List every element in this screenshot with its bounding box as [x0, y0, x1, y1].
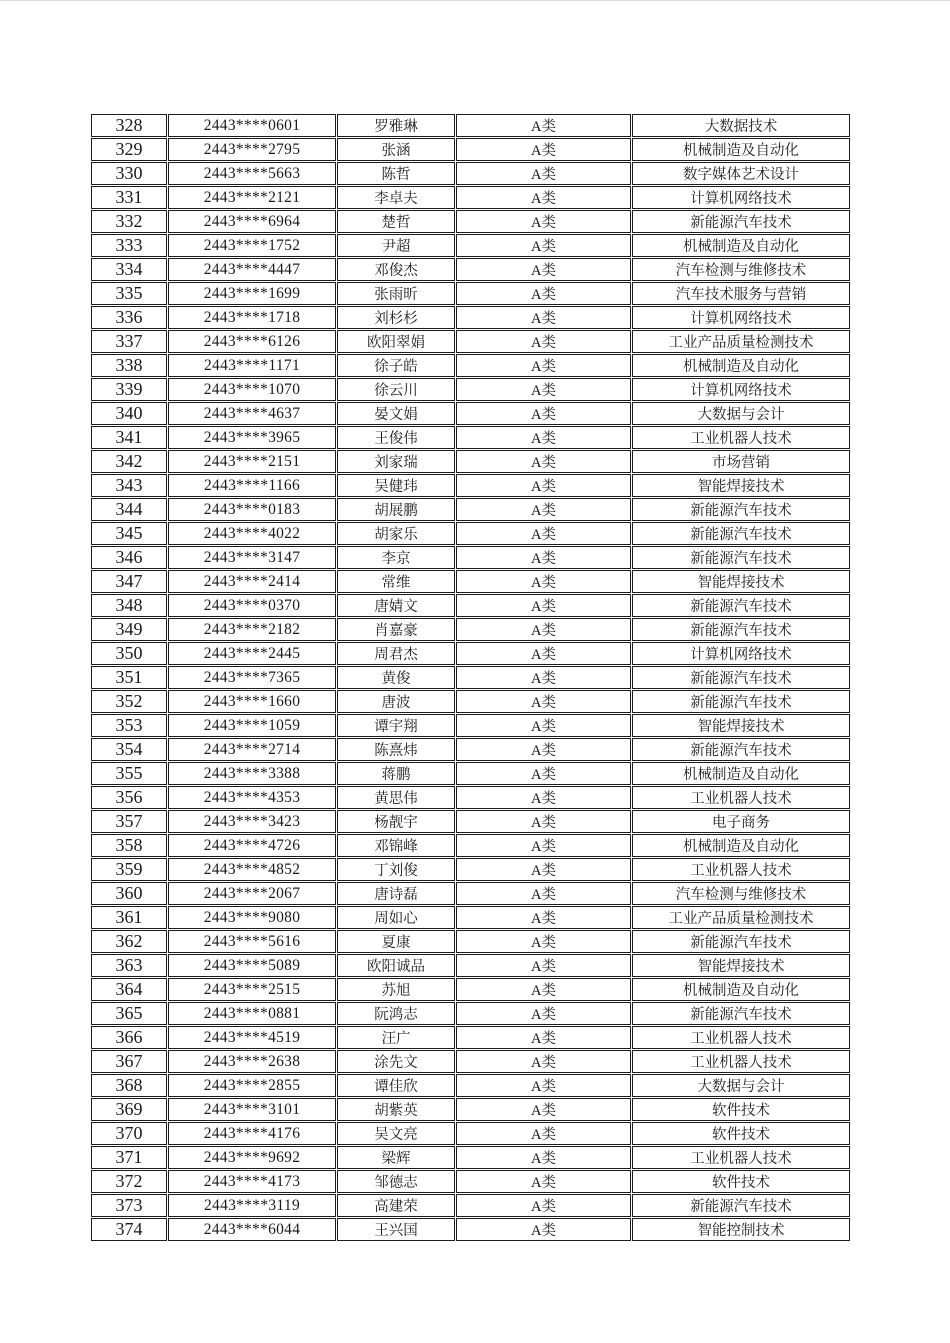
cell-major: 计算机网络技术	[632, 642, 850, 665]
cell-index: 343	[91, 474, 167, 497]
table-row	[91, 186, 850, 209]
table-row	[91, 162, 850, 185]
cell-major: 市场营销	[632, 450, 850, 473]
table-row	[91, 378, 850, 401]
table-row	[91, 426, 850, 449]
cell-major: 汽车检测与维修技术	[632, 258, 850, 281]
cell-category: A类	[456, 306, 631, 329]
cell-candidate-id: 2443****5663	[168, 162, 336, 185]
cell-name: 欧阳诚品	[337, 954, 455, 977]
cell-index: 349	[91, 618, 167, 641]
table-row	[91, 1098, 850, 1121]
cell-major: 新能源汽车技术	[632, 666, 850, 689]
table-row	[91, 1002, 850, 1025]
cell-major: 新能源汽车技术	[632, 738, 850, 761]
cell-candidate-id: 2443****1171	[168, 354, 336, 377]
cell-index: 358	[91, 834, 167, 857]
cell-category: A类	[456, 786, 631, 809]
cell-index: 335	[91, 282, 167, 305]
cell-candidate-id: 2443****3147	[168, 546, 336, 569]
cell-name: 胡紫英	[337, 1098, 455, 1121]
cell-category: A类	[456, 978, 631, 1001]
cell-category: A类	[456, 450, 631, 473]
cell-major: 大数据与会计	[632, 402, 850, 425]
cell-index: 356	[91, 786, 167, 809]
cell-major: 电子商务	[632, 810, 850, 833]
cell-candidate-id: 2443****3119	[168, 1194, 336, 1217]
cell-name: 常维	[337, 570, 455, 593]
cell-index: 350	[91, 642, 167, 665]
table-row	[91, 714, 850, 737]
cell-candidate-id: 2443****4726	[168, 834, 336, 857]
cell-index: 357	[91, 810, 167, 833]
cell-category: A类	[456, 642, 631, 665]
cell-name: 张涵	[337, 138, 455, 161]
cell-major: 智能焊接技术	[632, 570, 850, 593]
cell-category: A类	[456, 1026, 631, 1049]
cell-name: 胡展鹏	[337, 498, 455, 521]
cell-major: 新能源汽车技术	[632, 1194, 850, 1217]
cell-name: 丁刘俊	[337, 858, 455, 881]
cell-candidate-id: 2443****2855	[168, 1074, 336, 1097]
cell-index: 370	[91, 1122, 167, 1145]
cell-major: 大数据与会计	[632, 1074, 850, 1097]
cell-candidate-id: 2443****0370	[168, 594, 336, 617]
cell-category: A类	[456, 354, 631, 377]
table-row	[91, 1074, 850, 1097]
cell-index: 365	[91, 1002, 167, 1025]
cell-name: 陈熹炜	[337, 738, 455, 761]
cell-major: 大数据技术	[632, 114, 850, 137]
cell-name: 李卓夫	[337, 186, 455, 209]
table-row	[91, 666, 850, 689]
cell-category: A类	[456, 618, 631, 641]
cell-category: A类	[456, 522, 631, 545]
cell-major: 新能源汽车技术	[632, 618, 850, 641]
table-row	[91, 1026, 850, 1049]
cell-category: A类	[456, 282, 631, 305]
cell-index: 362	[91, 930, 167, 953]
table-row	[91, 1218, 850, 1241]
table-row	[91, 930, 850, 953]
cell-candidate-id: 2443****2445	[168, 642, 336, 665]
table-row	[91, 858, 850, 881]
cell-category: A类	[456, 138, 631, 161]
cell-candidate-id: 2443****1059	[168, 714, 336, 737]
cell-name: 黄俊	[337, 666, 455, 689]
table-row	[91, 1050, 850, 1073]
cell-index: 355	[91, 762, 167, 785]
cell-name: 罗雅琳	[337, 114, 455, 137]
cell-name: 王兴国	[337, 1218, 455, 1241]
table-row	[91, 282, 850, 305]
cell-index: 338	[91, 354, 167, 377]
cell-major: 工业机器人技术	[632, 858, 850, 881]
cell-name: 楚哲	[337, 210, 455, 233]
cell-category: A类	[456, 1170, 631, 1193]
cell-index: 346	[91, 546, 167, 569]
cell-name: 刘家瑞	[337, 450, 455, 473]
cell-index: 329	[91, 138, 167, 161]
cell-candidate-id: 2443****7365	[168, 666, 336, 689]
cell-name: 高建荣	[337, 1194, 455, 1217]
cell-candidate-id: 2443****5616	[168, 930, 336, 953]
cell-index: 334	[91, 258, 167, 281]
cell-major: 智能焊接技术	[632, 474, 850, 497]
cell-candidate-id: 2443****3101	[168, 1098, 336, 1121]
cell-candidate-id: 2443****2182	[168, 618, 336, 641]
cell-candidate-id: 2443****4173	[168, 1170, 336, 1193]
cell-candidate-id: 2443****4637	[168, 402, 336, 425]
cell-major: 汽车技术服务与营销	[632, 282, 850, 305]
table-row	[91, 810, 850, 833]
table-row	[91, 522, 850, 545]
cell-category: A类	[456, 906, 631, 929]
cell-candidate-id: 2443****1752	[168, 234, 336, 257]
cell-index: 330	[91, 162, 167, 185]
cell-index: 340	[91, 402, 167, 425]
cell-index: 368	[91, 1074, 167, 1097]
table-row	[91, 354, 850, 377]
cell-category: A类	[456, 834, 631, 857]
cell-index: 353	[91, 714, 167, 737]
cell-index: 352	[91, 690, 167, 713]
cell-major: 计算机网络技术	[632, 378, 850, 401]
cell-category: A类	[456, 1146, 631, 1169]
cell-candidate-id: 2443****1660	[168, 690, 336, 713]
cell-index: 373	[91, 1194, 167, 1217]
table-row	[91, 498, 850, 521]
cell-candidate-id: 2443****1718	[168, 306, 336, 329]
cell-index: 369	[91, 1098, 167, 1121]
table-row	[91, 258, 850, 281]
table-row	[91, 570, 850, 593]
cell-name: 苏旭	[337, 978, 455, 1001]
cell-candidate-id: 2443****9080	[168, 906, 336, 929]
cell-candidate-id: 2443****2067	[168, 882, 336, 905]
table-row	[91, 594, 850, 617]
cell-major: 汽车检测与维修技术	[632, 882, 850, 905]
cell-index: 345	[91, 522, 167, 545]
cell-category: A类	[456, 402, 631, 425]
cell-candidate-id: 2443****0601	[168, 114, 336, 137]
cell-candidate-id: 2443****0881	[168, 1002, 336, 1025]
cell-index: 351	[91, 666, 167, 689]
cell-major: 新能源汽车技术	[632, 930, 850, 953]
cell-name: 唐婧文	[337, 594, 455, 617]
cell-name: 汪广	[337, 1026, 455, 1049]
cell-name: 晏文娟	[337, 402, 455, 425]
table-row	[91, 234, 850, 257]
cell-category: A类	[456, 426, 631, 449]
cell-name: 阮鸿志	[337, 1002, 455, 1025]
cell-category: A类	[456, 1074, 631, 1097]
cell-candidate-id: 2443****1070	[168, 378, 336, 401]
cell-index: 328	[91, 114, 167, 137]
cell-index: 337	[91, 330, 167, 353]
cell-major: 工业机器人技术	[632, 426, 850, 449]
cell-index: 374	[91, 1218, 167, 1241]
cell-major: 机械制造及自动化	[632, 978, 850, 1001]
cell-category: A类	[456, 162, 631, 185]
cell-index: 366	[91, 1026, 167, 1049]
cell-major: 新能源汽车技术	[632, 210, 850, 233]
cell-index: 354	[91, 738, 167, 761]
table-row	[91, 642, 850, 665]
table-row	[91, 306, 850, 329]
cell-category: A类	[456, 570, 631, 593]
cell-major: 软件技术	[632, 1098, 850, 1121]
cell-name: 谭佳欣	[337, 1074, 455, 1097]
cell-name: 夏康	[337, 930, 455, 953]
cell-candidate-id: 2443****1166	[168, 474, 336, 497]
cell-name: 邓锦峰	[337, 834, 455, 857]
table-row	[91, 738, 850, 761]
cell-name: 黄思伟	[337, 786, 455, 809]
cell-candidate-id: 2443****2795	[168, 138, 336, 161]
cell-name: 胡家乐	[337, 522, 455, 545]
cell-major: 工业产品质量检测技术	[632, 330, 850, 353]
cell-category: A类	[456, 186, 631, 209]
cell-candidate-id: 2443****4852	[168, 858, 336, 881]
candidate-table	[90, 113, 851, 1242]
cell-index: 333	[91, 234, 167, 257]
table-row	[91, 1170, 850, 1193]
cell-index: 372	[91, 1170, 167, 1193]
cell-major: 新能源汽车技术	[632, 546, 850, 569]
cell-index: 341	[91, 426, 167, 449]
cell-category: A类	[456, 594, 631, 617]
cell-name: 涂先文	[337, 1050, 455, 1073]
cell-major: 软件技术	[632, 1170, 850, 1193]
cell-major: 数字媒体艺术设计	[632, 162, 850, 185]
table-row	[91, 882, 850, 905]
cell-name: 李京	[337, 546, 455, 569]
cell-major: 机械制造及自动化	[632, 762, 850, 785]
cell-name: 吴文亮	[337, 1122, 455, 1145]
table-row	[91, 618, 850, 641]
cell-major: 工业机器人技术	[632, 1026, 850, 1049]
cell-name: 徐云川	[337, 378, 455, 401]
cell-category: A类	[456, 474, 631, 497]
cell-candidate-id: 2443****1699	[168, 282, 336, 305]
cell-name: 唐诗磊	[337, 882, 455, 905]
cell-major: 工业机器人技术	[632, 786, 850, 809]
cell-index: 332	[91, 210, 167, 233]
cell-category: A类	[456, 498, 631, 521]
cell-candidate-id: 2443****6964	[168, 210, 336, 233]
cell-name: 唐波	[337, 690, 455, 713]
cell-candidate-id: 2443****2638	[168, 1050, 336, 1073]
cell-index: 344	[91, 498, 167, 521]
cell-candidate-id: 2443****4519	[168, 1026, 336, 1049]
cell-candidate-id: 2443****3388	[168, 762, 336, 785]
cell-category: A类	[456, 258, 631, 281]
cell-major: 工业机器人技术	[632, 1050, 850, 1073]
table-body	[91, 114, 850, 1241]
cell-index: 339	[91, 378, 167, 401]
cell-category: A类	[456, 1002, 631, 1025]
cell-candidate-id: 2443****4447	[168, 258, 336, 281]
cell-major: 计算机网络技术	[632, 186, 850, 209]
cell-category: A类	[456, 666, 631, 689]
cell-candidate-id: 2443****4353	[168, 786, 336, 809]
cell-candidate-id: 2443****2151	[168, 450, 336, 473]
cell-index: 336	[91, 306, 167, 329]
table-row	[91, 762, 850, 785]
cell-candidate-id: 2443****6044	[168, 1218, 336, 1241]
cell-name: 谭宇翔	[337, 714, 455, 737]
cell-name: 邹德志	[337, 1170, 455, 1193]
cell-major: 机械制造及自动化	[632, 234, 850, 257]
cell-major: 机械制造及自动化	[632, 354, 850, 377]
table-row	[91, 114, 850, 137]
cell-category: A类	[456, 210, 631, 233]
cell-category: A类	[456, 114, 631, 137]
cell-major: 工业产品质量检测技术	[632, 906, 850, 929]
cell-index: 371	[91, 1146, 167, 1169]
cell-candidate-id: 2443****2121	[168, 186, 336, 209]
table-row	[91, 330, 850, 353]
cell-candidate-id: 2443****2515	[168, 978, 336, 1001]
cell-major: 软件技术	[632, 1122, 850, 1145]
table-row	[91, 978, 850, 1001]
cell-major: 机械制造及自动化	[632, 138, 850, 161]
cell-major: 新能源汽车技术	[632, 690, 850, 713]
table-row	[91, 1194, 850, 1217]
cell-major: 新能源汽车技术	[632, 594, 850, 617]
cell-category: A类	[456, 690, 631, 713]
cell-name: 周君杰	[337, 642, 455, 665]
cell-category: A类	[456, 378, 631, 401]
cell-index: 367	[91, 1050, 167, 1073]
cell-candidate-id: 2443****4022	[168, 522, 336, 545]
cell-index: 361	[91, 906, 167, 929]
cell-index: 347	[91, 570, 167, 593]
cell-name: 尹超	[337, 234, 455, 257]
cell-index: 359	[91, 858, 167, 881]
cell-category: A类	[456, 546, 631, 569]
cell-name: 邓俊杰	[337, 258, 455, 281]
cell-index: 360	[91, 882, 167, 905]
cell-candidate-id: 2443****6126	[168, 330, 336, 353]
cell-major: 计算机网络技术	[632, 306, 850, 329]
cell-candidate-id: 2443****2414	[168, 570, 336, 593]
cell-candidate-id: 2443****9692	[168, 1146, 336, 1169]
table-row	[91, 402, 850, 425]
cell-category: A类	[456, 330, 631, 353]
cell-category: A类	[456, 954, 631, 977]
cell-category: A类	[456, 234, 631, 257]
cell-name: 张雨昕	[337, 282, 455, 305]
cell-name: 肖嘉豪	[337, 618, 455, 641]
table-row	[91, 834, 850, 857]
cell-candidate-id: 2443****3965	[168, 426, 336, 449]
cell-category: A类	[456, 882, 631, 905]
cell-major: 新能源汽车技术	[632, 498, 850, 521]
cell-name: 刘杉杉	[337, 306, 455, 329]
cell-name: 王俊伟	[337, 426, 455, 449]
cell-category: A类	[456, 1122, 631, 1145]
table-row	[91, 786, 850, 809]
cell-index: 348	[91, 594, 167, 617]
table-row	[91, 474, 850, 497]
cell-name: 陈哲	[337, 162, 455, 185]
cell-major: 智能焊接技术	[632, 714, 850, 737]
cell-candidate-id: 2443****2714	[168, 738, 336, 761]
cell-name: 梁辉	[337, 1146, 455, 1169]
table-row	[91, 954, 850, 977]
cell-index: 331	[91, 186, 167, 209]
table-row	[91, 546, 850, 569]
cell-name: 杨靓宇	[337, 810, 455, 833]
table-row	[91, 690, 850, 713]
cell-major: 智能控制技术	[632, 1218, 850, 1241]
cell-category: A类	[456, 1050, 631, 1073]
cell-major: 新能源汽车技术	[632, 522, 850, 545]
cell-candidate-id: 2443****3423	[168, 810, 336, 833]
cell-name: 吴健玮	[337, 474, 455, 497]
cell-candidate-id: 2443****4176	[168, 1122, 336, 1145]
cell-index: 364	[91, 978, 167, 1001]
table-row	[91, 1122, 850, 1145]
cell-name: 周如心	[337, 906, 455, 929]
cell-candidate-id: 2443****0183	[168, 498, 336, 521]
cell-index: 342	[91, 450, 167, 473]
cell-major: 工业机器人技术	[632, 1146, 850, 1169]
cell-category: A类	[456, 1098, 631, 1121]
cell-category: A类	[456, 858, 631, 881]
table-row	[91, 1146, 850, 1169]
cell-category: A类	[456, 738, 631, 761]
table-row	[91, 138, 850, 161]
cell-name: 蒋鹏	[337, 762, 455, 785]
cell-category: A类	[456, 1194, 631, 1217]
cell-category: A类	[456, 714, 631, 737]
cell-category: A类	[456, 930, 631, 953]
cell-major: 新能源汽车技术	[632, 1002, 850, 1025]
cell-index: 363	[91, 954, 167, 977]
cell-major: 智能焊接技术	[632, 954, 850, 977]
cell-category: A类	[456, 762, 631, 785]
cell-category: A类	[456, 1218, 631, 1241]
cell-candidate-id: 2443****5089	[168, 954, 336, 977]
cell-name: 徐子皓	[337, 354, 455, 377]
table-row	[91, 906, 850, 929]
page-top-edge	[0, 0, 950, 1]
table-row	[91, 210, 850, 233]
cell-category: A类	[456, 810, 631, 833]
cell-name: 欧阳翠娟	[337, 330, 455, 353]
table-row	[91, 450, 850, 473]
cell-major: 机械制造及自动化	[632, 834, 850, 857]
